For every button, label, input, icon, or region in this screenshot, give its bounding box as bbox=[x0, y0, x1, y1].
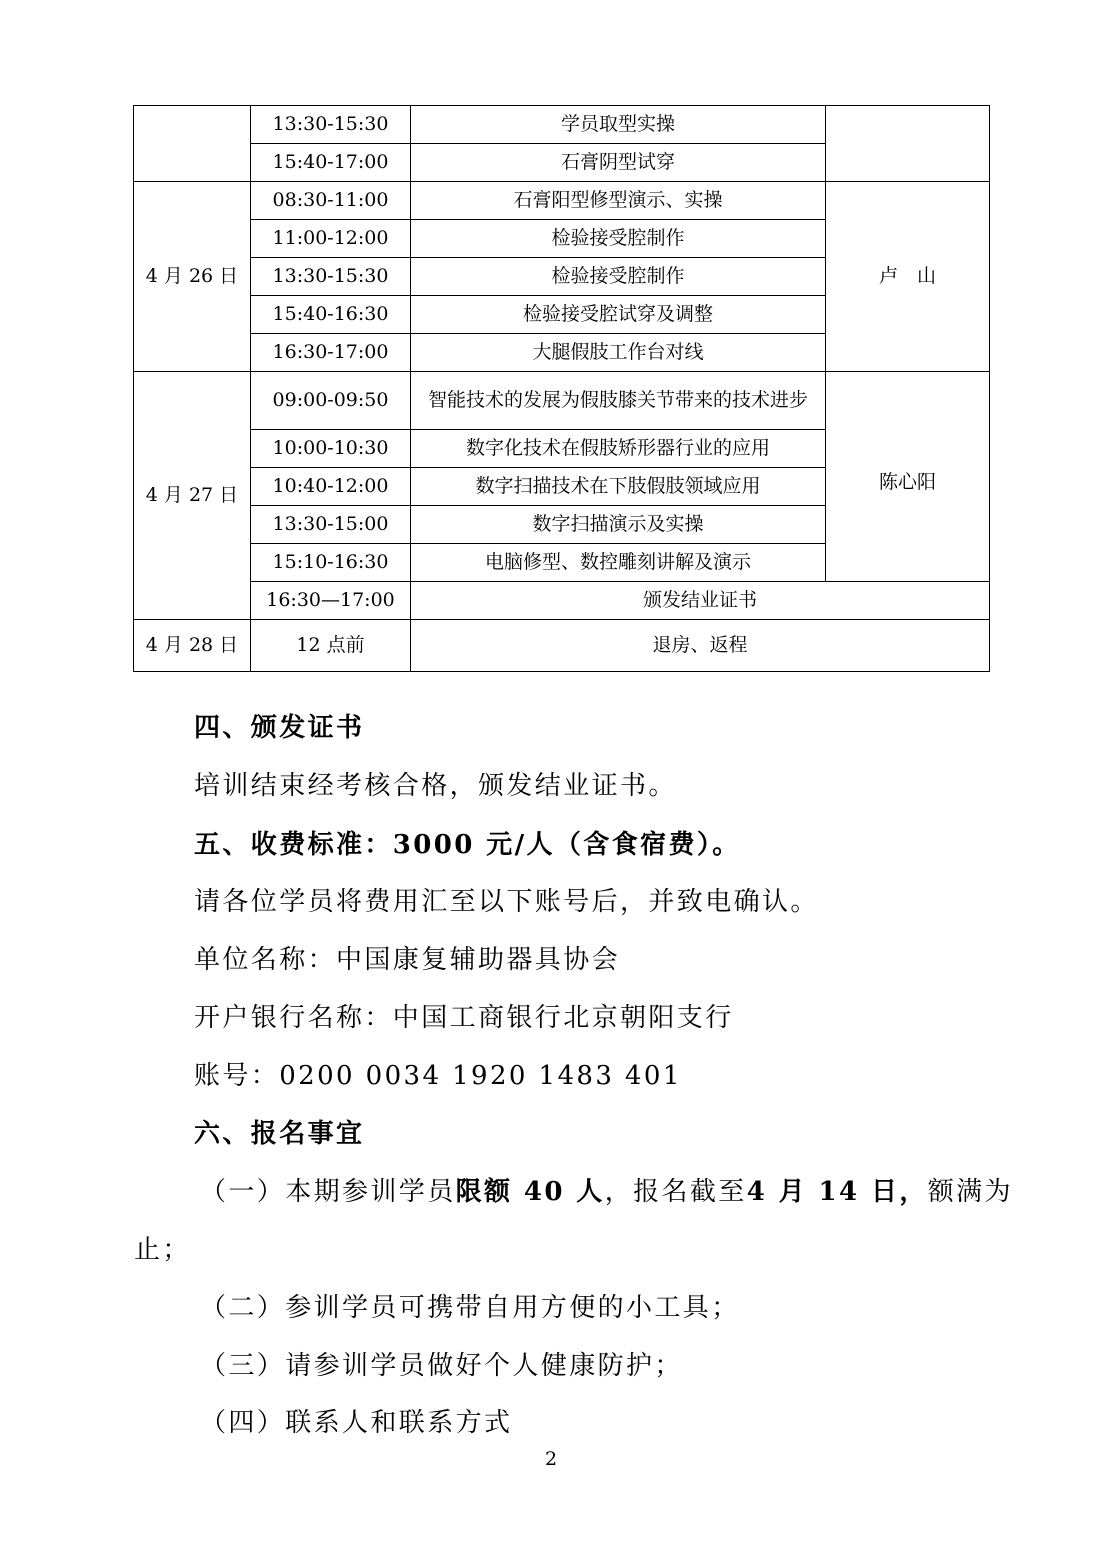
content-cell: 数字扫描技术在下肢假肢领域应用 bbox=[411, 468, 826, 506]
registration-item-3: （三）请参训学员做好个人健康防护； bbox=[200, 1351, 683, 1381]
time-cell: 13:30-15:30 bbox=[251, 106, 411, 144]
content-cell: 数字扫描演示及实操 bbox=[411, 506, 826, 544]
date-cell: 4 月 26 日 bbox=[134, 182, 251, 372]
account-number: 账号：0200 0034 1920 1483 401 bbox=[194, 1061, 682, 1091]
certificate-text: 培训结束经考核合格，颁发结业证书。 bbox=[194, 771, 677, 801]
table-row bbox=[134, 106, 990, 144]
table-row bbox=[134, 582, 990, 620]
registration-item-1 bbox=[200, 1171, 1013, 1208]
content-cell: 颁发结业证书 bbox=[411, 582, 990, 620]
content-cell: 电脑修型、数控雕刻讲解及演示 bbox=[411, 544, 826, 582]
time-cell: 11:00-12:00 bbox=[251, 220, 411, 258]
item-1-prefix: （一）本期参训学员 bbox=[200, 1177, 456, 1207]
time-cell: 08:30-11:00 bbox=[251, 182, 411, 220]
date-cell: 4 月 27 日 bbox=[134, 372, 251, 620]
teacher-cell: 卢 山 bbox=[826, 182, 990, 372]
deadline-text: 4 月 14 日， bbox=[746, 1177, 928, 1207]
section-heading-certificate: 四、颁发证书 bbox=[194, 713, 365, 743]
content-cell: 石膏阳型修型演示、实操 bbox=[411, 182, 826, 220]
time-cell: 10:00-10:30 bbox=[251, 430, 411, 468]
time-cell: 13:30-15:00 bbox=[251, 506, 411, 544]
registration-item-1-continued: 止； bbox=[134, 1235, 191, 1265]
quota-text: 限额 40 人 bbox=[455, 1177, 605, 1207]
content-cell: 学员取型实操 bbox=[411, 106, 826, 144]
section-heading-fees: 五、收费标准：3000 元/人（含食宿费）。 bbox=[194, 830, 741, 860]
date-cell: 4 月 28 日 bbox=[134, 620, 251, 672]
item-1-suffix: 额满为 bbox=[927, 1177, 1013, 1207]
content-cell: 检验接受腔制作 bbox=[411, 258, 826, 296]
item-1-mid: ，报名截至 bbox=[604, 1177, 747, 1207]
time-cell: 16:30-17:00 bbox=[251, 334, 411, 372]
time-cell: 13:30-15:30 bbox=[251, 258, 411, 296]
time-cell: 09:00-09:50 bbox=[251, 372, 411, 430]
content-cell: 退房、返程 bbox=[411, 620, 990, 672]
time-cell: 12 点前 bbox=[251, 620, 411, 672]
registration-item-2: （二）参训学员可携带自用方便的小工具； bbox=[200, 1293, 740, 1323]
content-cell: 数字化技术在假肢矫形器行业的应用 bbox=[411, 430, 826, 468]
unit-name: 单位名称：中国康复辅助器具协会 bbox=[194, 945, 621, 975]
time-cell: 15:40-17:00 bbox=[251, 144, 411, 182]
teacher-cell bbox=[826, 106, 990, 182]
registration-item-4: （四）联系人和联系方式 bbox=[200, 1408, 513, 1438]
content-cell: 大腿假肢工作台对线 bbox=[411, 334, 826, 372]
content-cell: 石膏阴型试穿 bbox=[411, 144, 826, 182]
date-cell bbox=[134, 106, 251, 182]
time-cell: 16:30—17:00 bbox=[251, 582, 411, 620]
content-cell: 检验接受腔试穿及调整 bbox=[411, 296, 826, 334]
content-cell: 检验接受腔制作 bbox=[411, 220, 826, 258]
section-heading-registration: 六、报名事宜 bbox=[194, 1119, 365, 1149]
time-cell: 10:40-12:00 bbox=[251, 468, 411, 506]
fees-text: 请各位学员将费用汇至以下账号后，并致电确认。 bbox=[194, 887, 819, 917]
table-row bbox=[134, 372, 990, 430]
page-number: 2 bbox=[544, 1448, 558, 1470]
content-cell: 智能技术的发展为假肢膝关节带来的技术进步 bbox=[411, 372, 826, 430]
time-cell: 15:40-16:30 bbox=[251, 296, 411, 334]
teacher-cell: 陈心阳 bbox=[826, 372, 990, 582]
training-schedule-table bbox=[133, 105, 990, 672]
bank-name: 开户银行名称：中国工商银行北京朝阳支行 bbox=[194, 1003, 734, 1033]
time-cell: 15:10-16:30 bbox=[251, 544, 411, 582]
table-row bbox=[134, 182, 990, 220]
table-row bbox=[134, 620, 990, 672]
